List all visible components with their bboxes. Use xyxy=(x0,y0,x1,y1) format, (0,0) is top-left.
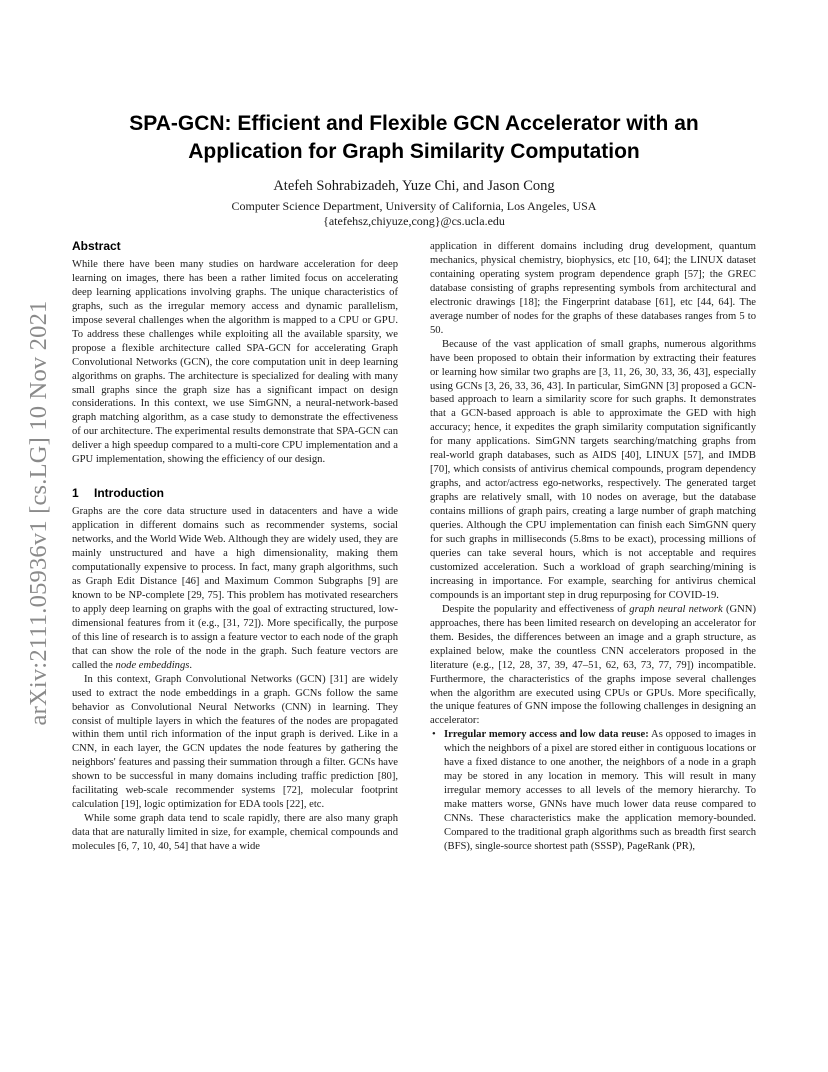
right-column xyxy=(430,240,756,854)
right-paragraph-3: Despite the popularity and effectiveness of graph neural network (GNN) approaches, there has been limited research on developing an accelerator for them. Besides, the differences between an image and a graph structure, as explained below, make the countless CNN accelerators proposed in the literature (e.g., [12, 28, 37, 39, 47–51, 62, 63, 73, 77, 79]) incompatible. Furthermore, the characteristics of the graphs impose several challenges when the algorithm are executed using CPUs or GPUs. More specifically, the unique features of GNN impose the following challenges in designing an accelerator: xyxy=(430,603,756,727)
email: {atefehsz,chiyuze,cong}@cs.ucla.edu xyxy=(323,214,505,228)
intro-heading xyxy=(72,487,398,501)
intro-paragraph-1: Graphs are the core data structure used in datacenters and have a wide application in different domains such as recommender systems, social networks, and the World Wide Web. Although they are widely used, they are mainly unstructured and have a high dimensionality, making them computationally expensive to process. In fact, many graph algorithms, such as Graph Edit Distance [46] and Maximum Common Subgraphs [9] are known to be NP-complete [29, 75]. This problem has motivated researchers to apply deep learning on graphs with the goal of extracting structured, low-dimensional features from it (e.g., [31, 72]). More specifically, the purpose of this line of research is to assign a feature vector to each node of the graph that can show the role of the node in the graph. Such feature vectors are called the node embeddings. xyxy=(72,506,398,671)
intro-paragraph-3: While some graph data tend to scale rapidly, there are also many graph data that are naturally limited in size, for example, chemical compounds and molecules [6, 7, 10, 40, 54] that have a wide xyxy=(72,813,398,853)
paper-title xyxy=(60,110,768,166)
abstract-heading: Abstract xyxy=(72,239,121,253)
right-paragraph-2: Because of the vast application of small graphs, numerous algorithms have been proposed to obtain their information by extracting their features or learning how similar two graphs are [3, 11, 26, 30, 33, 36, 43], especially using GCNs [3, 26, 33, 36, 43]. In particular, SimGNN [3] proposed a GCN-based approach to learn a similarity score for such graphs. It demonstrates that a GCN-based approach is able to approximate the GED with high accuracy; hence, it expedites the graph similarity computation significantly for many applications. SimGNN targets searching/matching graphs from real-world graph databases, such as AIDS [40], LINUX [57], and IMDB [70], which consists of antivirus chemical compounds, program dependency graphs, and actor/actress ego-networks, respectively. The generated target graphs are relatively small, with 10 nodes on average, but the database contains millions of graph pairs, creating a large number of graph matching queries. Although the CPU implementation can finish each SimGNN query for such graphs in milliseconds (5.8ms to be exact), processing millions of queries can take several hours, which is not acceptable and requires customized acceleration. Such a workload of graph searching/mining is increasing in importance. For example, searching for antivirus chemical compounds is an important step in drug repurposing for COVID-19. xyxy=(430,338,756,601)
intro-paragraph-2: In this context, Graph Convolutional Networks (GCN) [31] are widely used to extract the node embeddings in a graph. GCNs follow the same behavior as Convolutional Neural Networks (CNN) in learning. They consist of multiple layers in which the features of the nodes are propagated within them until rich information of the input graph is derived. Like in a CNN, in each layer, the GCN updates the node features by gathering the neighbors' features and passing their summation through a filter. GCNs have shown to be successful in many domains including traffic prediction [80], facilitating web-scale recommender systems [72], molecular footprint calculation [19], logic optimization for EDA tools [22], etc. xyxy=(72,673,398,811)
bullet-1-title: Irregular memory access and low data reuse: xyxy=(444,729,649,741)
intro-heading-text: Introduction xyxy=(94,486,164,501)
bullet-1-text: As opposed to images in which the neighbors of a pixel are stored either in contiguous locations or have a fixed distance to one another, the neighbors of a node in a graph may be stored in any location in memory. This will result in many irregular memory accesses to all levels of the memory hierarchy. To make matters worse, GNNs have much lower data reuse compared to CNNs. These characteristics make the application memory-bounded. Compared to the traditional graph algorithms such as breadth first search (BFS), single-source shortest path (SSSP), PageRank (PR), xyxy=(444,729,756,852)
right-paragraph-1: application in different domains including drug development, quantum mechanics, physical chemistry, biophysics, etc [10, 64]; the LINUX dataset containing operating system program dependence graph [57]; the GREC database consisting of graphs representing symbols from architectural and electronic drawings [18]; the Fingerprint database [61], etc [44, 64]. The average number of nodes for the graphs of these databases ranges from 5 to 50. xyxy=(430,241,756,336)
affiliation: Computer Science Department, University of California, Los Angeles, USA xyxy=(231,199,597,213)
abstract-text: While there have been many studies on hardware acceleration for deep learning on images, there has been a rather limited focus on accelerating deep learning applications involving graphs. The unique characteristics of graphs, such as the irregular memory access and dynamic parallelism, impose several challenges when the algorithm is mapped to a CPU or GPU. To address these challenges while exploiting all the available sparsity, we propose a flexible architecture called SPA-GCN for accelerating Graph Convolutional Networks (GCN), the core computation unit in deep learning algorithms on graphs. The architecture is specialized for dealing with many small graphs since the graph size has a significant impact on design considerations. In this context, we use SimGNN, a neural-network-based graph matching algorithm, as a case study to demonstrate the effectiveness of our architecture. The experimental results demonstrate that SPA-GCN can deliver a high speedup compared to a multi-core CPU implementation and a GPU implementation, showing the efficiency of our design. xyxy=(72,258,398,466)
arxiv-sidebar-stamp xyxy=(22,285,56,740)
list-item xyxy=(430,728,756,854)
node-embeddings-term: node embeddings xyxy=(115,659,190,671)
authors: Atefeh Sohrabizadeh, Yuze Chi, and Jason Cong xyxy=(273,178,555,194)
intro-number: 1 xyxy=(72,486,79,501)
arxiv-id: arXiv:2111.05936v1 [cs.LG] 10 Nov 2021 xyxy=(25,300,52,725)
title-line-1: SPA-GCN: Efficient and Flexible GCN Accelerator with an xyxy=(129,112,699,135)
gnn-term: graph neural network xyxy=(629,603,723,615)
left-column xyxy=(72,240,398,854)
challenges-list xyxy=(430,728,756,854)
title-line-2: Application for Graph Similarity Computation xyxy=(188,140,640,163)
